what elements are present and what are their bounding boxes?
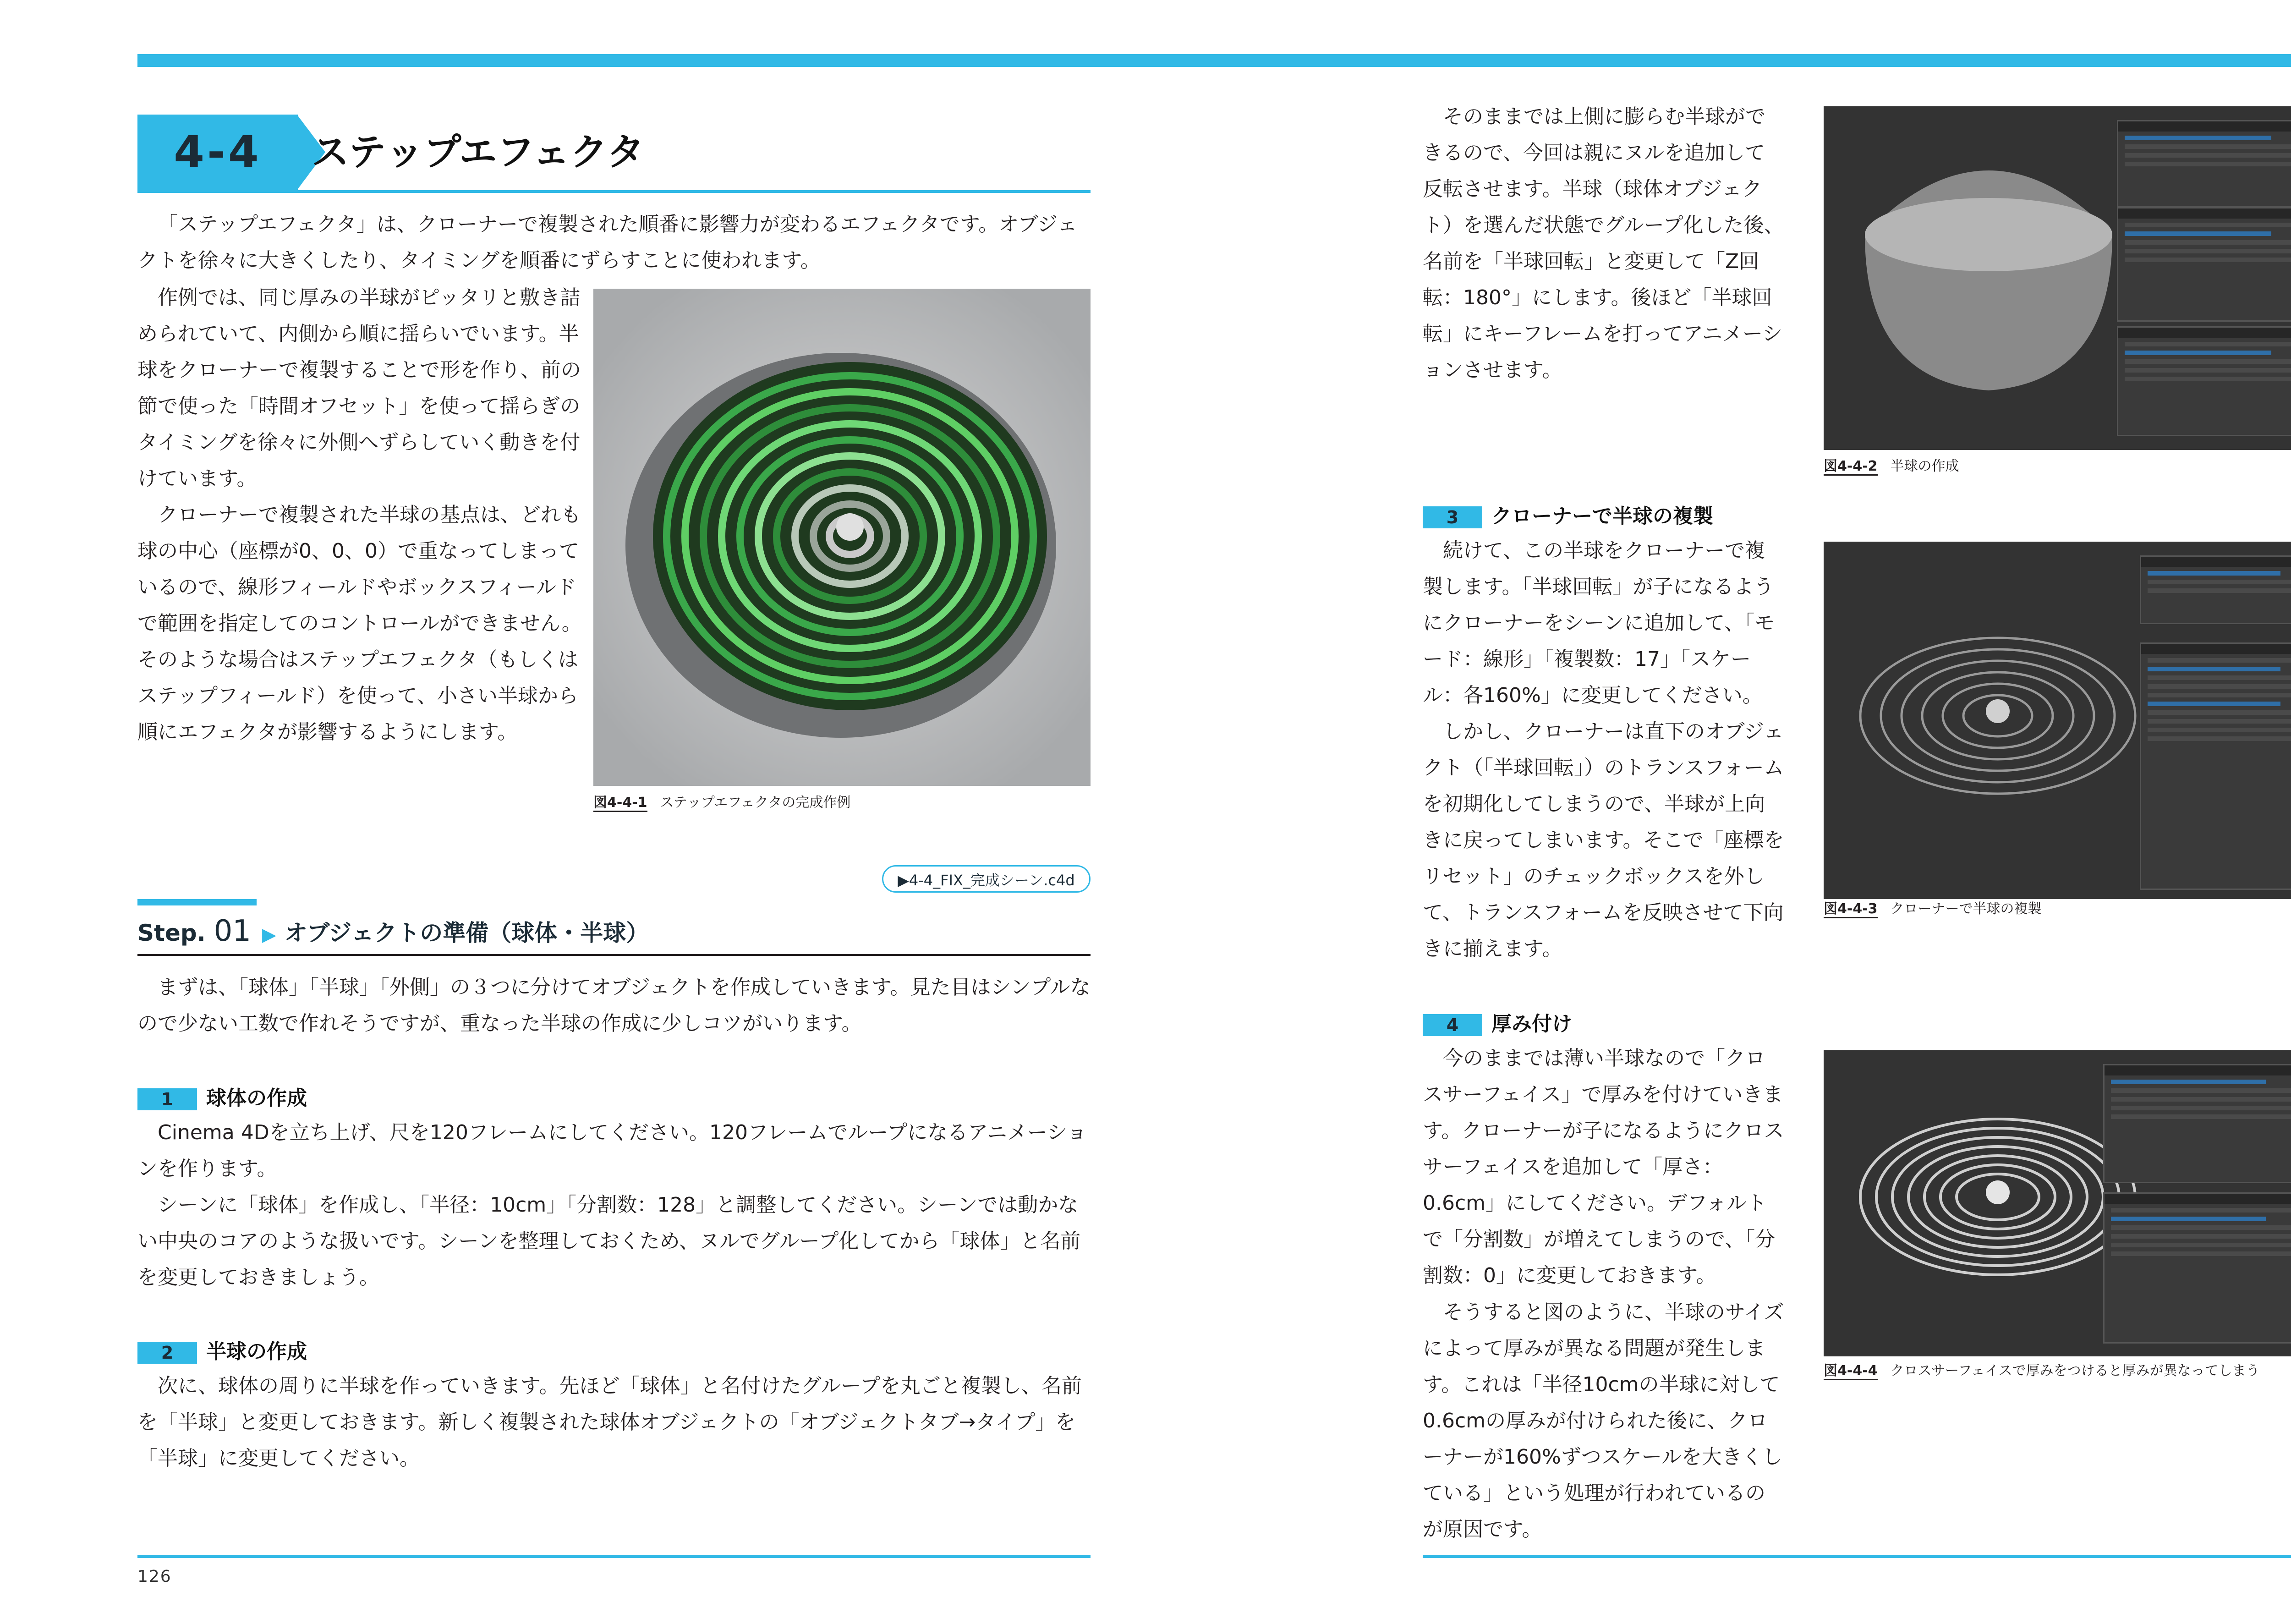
- intro-paragraph-1: 「ステップエフェクタ」は、クローナーで複製された順番に影響力が変わるエフェクタです。オブジェクトを徐々に大きくしたり、タイミングを順番にずらすことに使われます。: [137, 213, 1078, 272]
- sub-3-badge: 3: [1423, 506, 1482, 528]
- sub-2-body: [137, 1368, 1091, 1476]
- figure-1-number: 図4-4-1: [593, 795, 647, 812]
- figure-3-cloner-panel: [2140, 642, 2291, 890]
- sub-2-title: 半球の作成: [206, 1340, 307, 1363]
- step-accent-bar: [137, 899, 257, 905]
- figure-2-text: 半球の作成: [1890, 458, 1959, 474]
- figure-4-object-panel: [2103, 1064, 2291, 1183]
- right-top-paragraph: そのままでは上側に膨らむ半球ができるので、今回は親にヌルを追加して反転させます。半球（球体オブジェクト）を選んだ状態でグループ化した後、名前を「半球回転」と変更して「Z回転：180°」にします。後ほど「半球回転」にキーフレームを打ってアニメーションさせます。: [1423, 105, 1784, 382]
- green-rings-render: [593, 289, 1091, 786]
- figure-4-caption: [1824, 1362, 2260, 1380]
- sub-4-header: [1423, 1008, 1572, 1040]
- sub-2-paragraph-1: 次に、球体の周りに半球を作っていきます。先ほど「球体」と名付けたグループを丸ごと複製し、名前を「半球」と変更しておきます。新しく複製された球体オブジェクトの「オブジェクトタブ→タイプ」を「半球」に変更してください。: [137, 1374, 1082, 1470]
- sub-3-title: クローナーで半球の複製: [1491, 505, 1713, 528]
- figure-4-image: [1824, 1050, 2291, 1356]
- section-rule: [137, 190, 1091, 193]
- sub-4-badge: 4: [1423, 1014, 1482, 1036]
- intro-paragraph-2: 作例では、同じ厚みの半球がピッタリと敷き詰められていて、内側から順に揺らいでいます。半球をクローナーで複製することで形を作り、前の節で使った「時間オフセット」を使って揺らぎのタイミングを徐々に外側へずらしていく動きを付けています。: [137, 286, 581, 490]
- figure-4-text: クロスサーフェイスで厚みをつけると厚みが異なってしまう: [1890, 1363, 2260, 1379]
- figure-3-object-panel: [2140, 555, 2291, 624]
- sub-3-paragraph-2: しかし、クローナーは直下のオブジェクト（「半球回転」）のトランスフォームを初期化してしまうので、半球が上向きに戻ってしまいます。そこで「座標をリセット」のチェックボックスを外して、トランスフォームを反映させて下向きに揃えます。: [1423, 720, 1784, 960]
- sub-3-header: [1423, 500, 1713, 532]
- step-title: オブジェクトの準備（球体・半球）: [284, 920, 649, 946]
- sub-4-paragraph-2: そうすると図のように、半球のサイズによって厚みが異なる問題が発生します。これは「半径10cmの半球に対して0.6cmの厚みが付けられた後に、クローナーが160%ずつスケールを大きくしている」という処理が行われているのが原因です。: [1423, 1300, 1784, 1541]
- sub-1-header: [137, 1082, 307, 1114]
- figure-3-number: 図4-4-3: [1824, 901, 1878, 918]
- sub-1-title: 球体の作成: [206, 1086, 307, 1110]
- intro-paragraph-2-3: [137, 280, 596, 750]
- footer-line-left: [137, 1555, 1091, 1558]
- sub-1-badge: 1: [137, 1088, 197, 1110]
- sub-4-paragraph-1: 今のままでは薄い半球なので「クロスサーフェイス」で厚みを付けていきます。クローナーが子になるようにクロスサーフェイスを追加して「厚さ：0.6cm」にしてください。デフォルトで「分割数」が増えてしまうので、「分割数：0」に変更しておきます。: [1423, 1047, 1784, 1287]
- step-arrow-icon: ▶: [262, 924, 276, 945]
- step-rule: [137, 954, 1091, 956]
- figure-3-image: [1824, 542, 2291, 899]
- section-title: ステップエフェクタ: [312, 131, 645, 174]
- step-header: [137, 913, 649, 953]
- figure-2-number: 図4-4-2: [1824, 458, 1878, 476]
- sub-1-paragraph-2: シーンに「球体」を作成し、「半径：10cm」「分割数：128」と調整してください。シーンでは動かない中央のコアのような扱いです。シーンを整理しておくため、ヌルでグループ化してから「球体」と名前を変更しておきましょう。: [137, 1193, 1081, 1289]
- page-number-left: 126: [137, 1567, 172, 1586]
- figure-2-image: [1824, 106, 2291, 450]
- intro-paragraph-3: クローナーで複製された半球の基点は、どれも球の中心（座標が0、0、0）で重なってしまっているので、線形フィールドやボックスフィールドで範囲を指定してのコントロールができません。そのような場合はステップエフェクタ（もしくはステップフィールド）を使って、小さい半球から順にエフェクタが影響するようにします。: [137, 503, 582, 744]
- sub-3-body: [1423, 532, 1785, 967]
- figure-2-caption: [1824, 457, 1959, 476]
- sub-1-body: [137, 1114, 1091, 1295]
- figure-3-text: クローナーで半球の複製: [1890, 901, 2042, 917]
- step-number: 01: [214, 914, 252, 948]
- section-number: 4-4: [174, 126, 262, 178]
- top-accent-bar: [137, 54, 2291, 67]
- figure-1-text: ステップエフェクタの完成作例: [660, 795, 851, 811]
- sub-2-header: [137, 1336, 307, 1368]
- figure-2-transform-panel: [2117, 207, 2291, 322]
- step-intro: まずは、「球体」「半球」「外側」の３つに分けてオブジェクトを作成していきます。見た目はシンプルなので少ない工数で作れそうですが、重なった半球の作成に少しコツがいります。: [137, 976, 1091, 1035]
- step-label: Step.: [137, 920, 206, 946]
- file-tag: ▶4-4_FIX_完成シーン.c4d: [882, 865, 1091, 893]
- sub-2-badge: 2: [137, 1342, 197, 1364]
- footer-line-right: [1423, 1555, 2291, 1558]
- figure-2-object-panel: [2117, 120, 2291, 207]
- figure-3-caption: [1824, 900, 2042, 918]
- figure-1-image: [593, 289, 1091, 786]
- figure-2-attribute-panel: [2117, 326, 2291, 436]
- sub-1-paragraph-1: Cinema 4Dを立ち上げ、尺を120フレームにしてください。120フレームでループになるアニメーションを作ります。: [137, 1121, 1087, 1180]
- section-number-block: [137, 115, 298, 190]
- figure-4-attribute-panel: [2103, 1192, 2291, 1344]
- figure-4-number: 図4-4-4: [1824, 1363, 1878, 1380]
- sub-3-paragraph-1: 続けて、この半球をクローナーで複製します。「半球回転」が子になるようにクローナーをシーンに追加して、「モード：線形」「複製数：17」「スケール：各160%」に変更してください。: [1423, 539, 1775, 707]
- sub-4-title: 厚み付け: [1491, 1012, 1572, 1036]
- figure-1-caption: [593, 794, 850, 812]
